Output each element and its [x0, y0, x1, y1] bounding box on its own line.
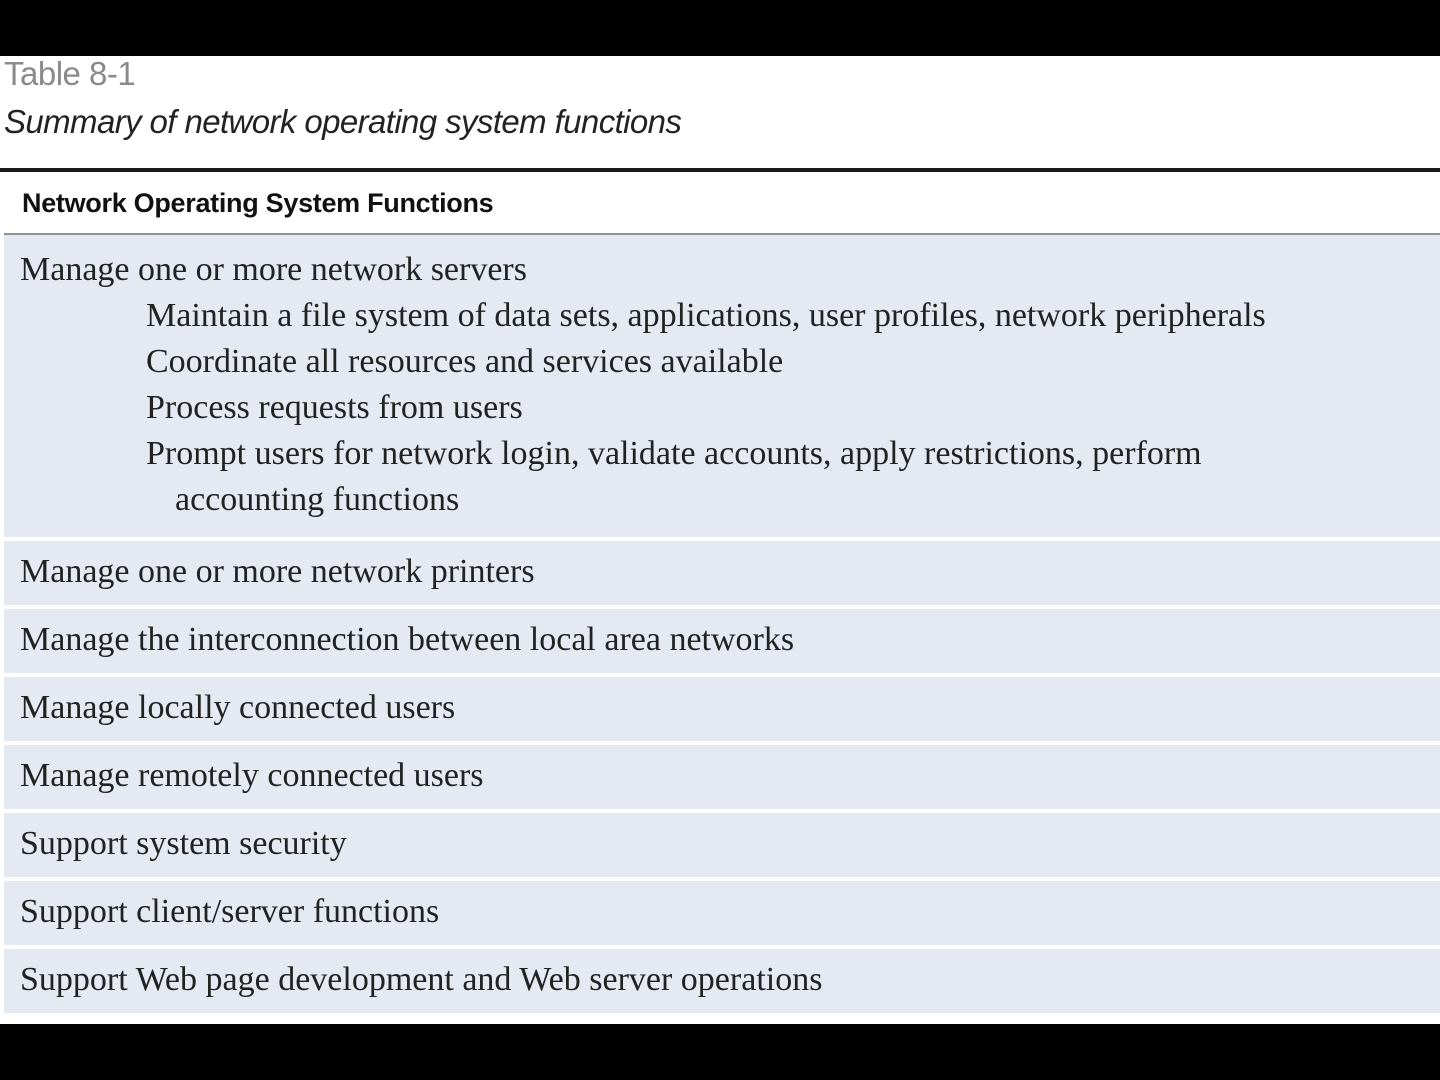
sub-item: Process requests from users [146, 389, 523, 426]
table-row [4, 677, 1440, 745]
document-page [0, 56, 1440, 1024]
table-header-row [4, 172, 1440, 235]
row-main-text: Manage locally connected users [20, 689, 456, 726]
column-header: Network Operating System Functions [22, 188, 494, 218]
row-main-text: Manage one or more network printers [20, 553, 535, 590]
table-number: Table 8-1 [4, 56, 136, 92]
row-main-text: Manage the interconnection between local area networks [20, 621, 795, 658]
row-main-text: Manage remotely connected users [20, 757, 484, 794]
sub-item: Maintain a file system of data sets, applications, user profiles, network peripherals [146, 297, 1266, 334]
table-caption: Summary of network operating system functions [4, 103, 682, 140]
table-row [4, 541, 1440, 609]
table-row [4, 813, 1440, 881]
sub-item: Coordinate all resources and services available [146, 343, 784, 380]
table-row [4, 949, 1440, 1017]
row-main-text: Manage one or more network servers [20, 251, 527, 288]
table-body [4, 235, 1440, 1017]
sub-item-continuation: accounting functions [175, 481, 460, 518]
row-main-text: Support client/server functions [20, 893, 440, 930]
table-row [4, 609, 1440, 677]
table-row [4, 881, 1440, 949]
row-main-text: Support Web page development and Web server operations [20, 961, 823, 998]
table-row [4, 745, 1440, 813]
table-row [4, 235, 1440, 541]
row-main-text: Support system security [20, 825, 347, 862]
sub-item: Prompt users for network login, validate accounts, apply restrictions, perform [146, 435, 1202, 472]
